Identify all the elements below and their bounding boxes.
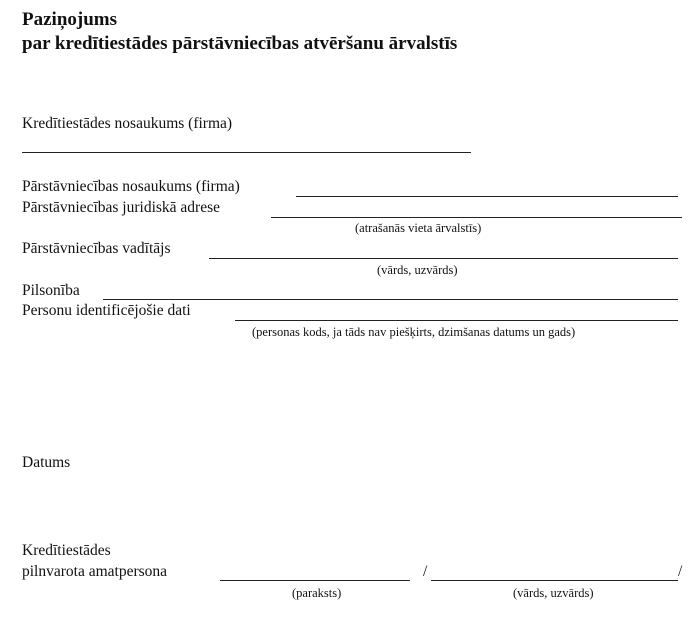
institution-name-label: Kredītiestādes nosaukums (firma) <box>22 115 233 132</box>
rep-head-field[interactable] <box>209 258 678 259</box>
institution-name-field[interactable] <box>22 152 471 153</box>
rep-address-hint: (atrašanās vieta ārvalstīs) <box>355 221 482 235</box>
id-data-field[interactable] <box>235 320 678 321</box>
rep-head-hint: (vārds, uzvārds) <box>377 263 458 277</box>
official-name-field[interactable] <box>431 580 678 581</box>
signature-field[interactable] <box>220 580 410 581</box>
rep-head-label: Pārstāvniecības vadītājs <box>22 240 171 257</box>
document-title: Paziņojums <box>22 9 117 30</box>
official-name-hint: (vārds, uzvārds) <box>513 586 594 600</box>
id-data-label: Personu identificējošie dati <box>22 302 191 319</box>
rep-name-label: Pārstāvniecības nosaukums (firma) <box>22 178 240 195</box>
id-data-hint: (personas kods, ja tāds nav piešķirts, dzimšanas datums un gads) <box>252 325 576 339</box>
signature-hint: (paraksts) <box>292 586 342 600</box>
official-label-line2: pilnvarota amatpersona <box>22 563 168 580</box>
official-label-line1: Kredītiestādes <box>22 542 111 559</box>
document-subtitle: par kredītiestādes pārstāvniecības atvēršanu ārvalstīs <box>22 33 458 54</box>
citizenship-label: Pilsonība <box>22 282 80 299</box>
separator-slash-right: / <box>678 563 683 580</box>
rep-address-field[interactable] <box>271 217 682 218</box>
separator-slash-left: / <box>423 563 428 580</box>
date-label: Datums <box>22 454 71 471</box>
citizenship-field[interactable] <box>103 299 678 300</box>
rep-address-label: Pārstāvniecības juridiskā adrese <box>22 199 220 216</box>
rep-name-field[interactable] <box>296 196 678 197</box>
